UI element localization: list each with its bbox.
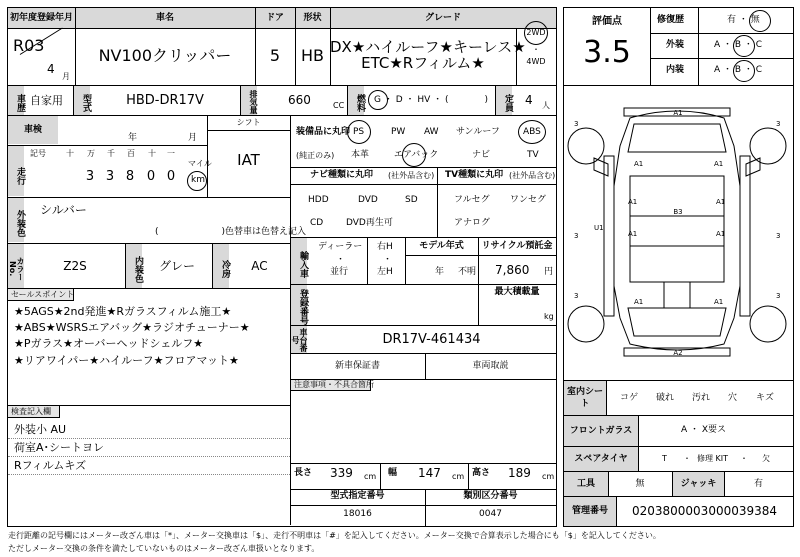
mark-rear-bumper: A2	[673, 349, 683, 357]
navi-cd: CD	[310, 218, 324, 228]
tv-label: TV種類に丸印	[445, 170, 504, 180]
car-damage-diagram	[564, 86, 793, 380]
import-dealer: ディーラー	[318, 242, 363, 252]
car-rear	[628, 308, 726, 336]
shape-header: 形状	[295, 8, 330, 28]
inspection-year: 年	[128, 133, 138, 143]
displacement: 660	[288, 93, 311, 107]
seat-label: 室内シート	[564, 381, 606, 415]
mileage-label: 走行	[8, 146, 24, 196]
mileage-digit-3: 8	[125, 169, 135, 184]
spare-label: スペアタイヤ	[564, 447, 638, 471]
inspector-line-2: 荷室A･シートヨレ	[14, 441, 105, 454]
import-parallel: 並行	[330, 267, 349, 277]
equip-pw: PW	[391, 127, 406, 137]
type-number-value: 18016	[343, 509, 372, 519]
navi-label: ナビ種類に丸印	[310, 170, 374, 180]
jack-value: 有	[753, 479, 763, 489]
mark-right-door-front: A1	[716, 198, 726, 206]
score-label: 評価点	[592, 16, 622, 27]
mileage-digit-1: 3	[85, 169, 95, 184]
mark-left-door-rear: A1	[628, 230, 638, 238]
sales-points-label: セールスポイント	[11, 290, 75, 299]
windshield-value: A ・ X要ス	[681, 425, 727, 435]
navi-sd: SD	[405, 195, 418, 205]
wheel-rear-left	[568, 306, 604, 342]
length-label: 長さ	[294, 468, 313, 478]
mileage-km: km	[191, 175, 205, 185]
tv-sub: (社外品含む)	[509, 171, 556, 180]
inspection-month: 月	[188, 133, 198, 143]
equip-ps: PS	[353, 127, 365, 137]
mark-roof: B3	[673, 208, 683, 216]
navi-dvd-play: DVD再生可	[346, 218, 393, 228]
wheel-rear-right	[750, 306, 786, 342]
class-number-value: 0047	[479, 509, 502, 519]
color-note: ( )色替車は色替え記入	[155, 227, 307, 237]
drive-dot: ・	[532, 45, 540, 54]
seat-scratch: キズ	[756, 393, 774, 403]
right-side-panel	[740, 156, 750, 316]
mark-side-right: 3	[776, 232, 781, 240]
model-label: 型式	[74, 86, 90, 115]
fuel-options: G ・ D ・ HV ・ ( )	[374, 95, 489, 105]
spare-dot-1: ・	[683, 454, 691, 463]
mileage-mile: マイル	[188, 159, 212, 168]
max-load-unit: kg	[544, 312, 554, 321]
mileage-digit-4: 0	[146, 169, 156, 184]
sales-point-2: ★ABS★WSRSエアバッグ★ラジオチューナー★	[14, 321, 250, 334]
width-value: 147	[418, 466, 441, 480]
reg-no-label: 登録番号	[291, 285, 307, 325]
spare-kit: 修理 KIT	[697, 454, 729, 463]
mileage-unit-1: 十	[66, 149, 74, 158]
interior-options: A ・ B ・ C	[714, 65, 763, 75]
exterior-options: A ・ B ・ C	[714, 40, 763, 50]
tv-fullseg: フルセグ	[454, 195, 490, 205]
capacity: 4	[525, 93, 533, 107]
mileage-unit-6: 一	[167, 149, 175, 158]
seat-burn: コゲ	[620, 393, 639, 403]
reg-month: 4	[47, 62, 55, 76]
type-number-label: 型式指定番号	[330, 491, 385, 501]
capacity-label: 定員	[496, 86, 512, 115]
first-reg-header: 初年度登録年月	[8, 8, 75, 28]
interior-label: 内装	[666, 65, 685, 75]
mileage-unit-4: 百	[127, 149, 135, 158]
model-year-label: モデル年式	[419, 241, 464, 251]
class-number-label: 類別区分番号	[463, 491, 518, 501]
mark-right-door-rear: A1	[716, 230, 726, 238]
tv-oneseg: ワンセグ	[510, 195, 547, 205]
equip-airbag: エアバック	[394, 150, 439, 160]
shift-value: IAT	[237, 151, 260, 169]
navi-sub: (社外品含む)	[388, 171, 435, 180]
grade-line1: DX★ハイルーフ★キーレス★	[330, 38, 526, 56]
doors: 5	[269, 46, 281, 65]
drive-2wd: 2WD	[526, 28, 546, 37]
score-value: 3.5	[583, 35, 631, 70]
inspector-label: 検査記入欄	[11, 407, 51, 416]
navi-hdd: HDD	[308, 195, 329, 205]
mgmt-value: 0203800003000039384	[631, 504, 778, 518]
car-kind: 自家用	[30, 94, 63, 107]
mark-hood-left: A1	[634, 160, 644, 168]
equip-tv: TV	[527, 150, 539, 160]
color-no-value: Z2S	[63, 259, 87, 273]
repair-options: 有 ・ 無	[727, 15, 760, 25]
tools-value: 無	[635, 479, 645, 489]
left-side-panel	[604, 156, 614, 316]
exterior-label: 外装	[666, 40, 685, 50]
seat-stain: 汚れ	[692, 393, 711, 403]
capacity-unit: 人	[542, 101, 550, 110]
mark-hood-right: A1	[714, 160, 724, 168]
ac-value: AC	[251, 259, 268, 273]
height-label: 高さ	[472, 468, 491, 478]
mileage-unit-2: 万	[87, 149, 95, 158]
interior-color: グレー	[158, 259, 195, 273]
model-value: HBD-DR17V	[126, 93, 204, 108]
spare-dot-2: ・	[740, 454, 748, 463]
chassis-value: DR17V-461434	[382, 332, 481, 347]
cc-unit: CC	[333, 101, 345, 110]
displacement-label: 排気量	[241, 86, 257, 115]
mileage-unit-5: 十	[148, 149, 156, 158]
equip-aw: AW	[424, 127, 439, 137]
chassis-label: 車台番号	[291, 327, 308, 352]
import-dot: ・	[336, 255, 346, 265]
ac-label: 冷房	[213, 244, 229, 288]
drive-4wd: 4WD	[526, 57, 546, 66]
equipment-label: 装備品に丸印	[296, 127, 351, 137]
recycle-label: リサイクル預託金	[481, 241, 553, 251]
tools-label: 工具	[564, 472, 608, 496]
door-header: ドア	[255, 8, 295, 28]
equip-leather: 本革	[351, 150, 370, 160]
import-lh: 左H	[377, 267, 393, 277]
mileage-digit-5: 0	[166, 169, 176, 184]
mileage-unit-0: 記号	[30, 149, 46, 158]
wheel-front-right	[750, 128, 786, 164]
import-label: 輸入車	[291, 238, 307, 284]
length-unit: cm	[364, 472, 377, 481]
sales-point-1: ★5AGS★2nd発進★Rガラスフィルム施工★	[14, 305, 232, 318]
car-kind-label: 車歴	[8, 86, 24, 115]
inspector-line-3: Rフィルムキズ	[14, 459, 87, 472]
height-unit: cm	[542, 472, 555, 481]
recycle-unit: 円	[544, 267, 554, 277]
reg-year: R03	[13, 36, 45, 55]
tv-analog: アナログ	[454, 218, 491, 228]
height-value: 189	[508, 466, 531, 480]
mark-side-left: 3	[574, 232, 579, 240]
import-rh: 右H	[377, 242, 393, 252]
wheel-front-left	[568, 128, 604, 164]
import-dot-2: ・	[383, 255, 393, 265]
mark-left-door-front: A1	[628, 198, 638, 206]
max-load-label: 最大積載量	[494, 287, 540, 297]
mgmt-label: 管理番号	[564, 497, 616, 526]
equip-sunroof: サンルーフ	[456, 127, 500, 137]
shape: HB	[300, 46, 324, 65]
color-no-label: カラーNo.	[8, 244, 24, 288]
mark-wheel-rl: 3	[574, 292, 579, 300]
repair-label: 修復歴	[657, 15, 685, 25]
width-unit: cm	[452, 472, 465, 481]
mark-left-side: U1	[594, 224, 604, 232]
reg-month-unit: 月	[62, 72, 70, 81]
car-roof	[630, 176, 724, 282]
mark-front-bumper: A1	[673, 109, 683, 117]
equip-navi: ナビ	[472, 150, 491, 160]
grade-header: グレード	[330, 8, 556, 28]
mileage-unit-3: 千	[107, 149, 115, 158]
mileage-digit-2: 3	[105, 169, 115, 184]
interior-color-label: 内装色	[126, 244, 142, 288]
equipment-sub: (純正のみ)	[296, 151, 335, 160]
recycle-value: 7,860	[495, 263, 530, 277]
car-name: NV100クリッパー	[98, 46, 232, 65]
footer-line-1: 走行距離の記号欄にはメーター改ざん車は「*」、メーター交換車は「$」、走行不明車は「#」を記入してください。メーター交換で合算表示した場合にも「$」を記入してください。	[8, 531, 661, 540]
windshield-label: フロントガラス	[564, 416, 638, 446]
mark-rear-right: A1	[714, 298, 724, 306]
model-year-year: 年	[435, 267, 445, 277]
new-car-warranty: 新車保証書	[334, 361, 380, 371]
spare-missing: 欠	[762, 454, 770, 463]
equip-abs: ABS	[523, 127, 541, 137]
inspector-line-1: 外装小 AU	[14, 423, 67, 436]
car-hood	[628, 124, 726, 152]
jack-label: ジャッキ	[672, 472, 724, 496]
model-year-unknown: 不明	[458, 267, 477, 277]
mark-wheel-rr: 3	[776, 292, 781, 300]
car-name-header: 車名	[75, 8, 255, 28]
sales-point-3: ★Pガラス★オーバーヘッドシェルフ★	[14, 337, 204, 350]
fuel-label: 燃料	[348, 86, 364, 115]
vehicle-manual: 車両取説	[472, 361, 509, 371]
footer-line-2: ただしメーター交換の条件を満たしていないものはメーター改ざん車扱いとなります。	[8, 544, 320, 553]
mark-wheel-fr: 3	[776, 120, 781, 128]
width-label: 幅	[388, 468, 398, 478]
shift-label: シフト	[236, 118, 261, 127]
inspection-label: 車検	[8, 116, 58, 144]
notes-label: 注意事項・不具合箇所	[294, 380, 374, 389]
mark-wheel-fl: 3	[574, 120, 579, 128]
length-value: 339	[330, 466, 353, 480]
grade-line2: ETC★Rフィルム★	[361, 54, 485, 72]
spare-t: T	[662, 454, 667, 463]
color-label: 外装色	[8, 198, 24, 242]
mark-rear-left: A1	[634, 298, 644, 306]
seat-tear: 破れ	[656, 393, 675, 403]
color-value: シルバー	[40, 203, 87, 217]
sales-point-4: ★リアワイパー★ハイルーフ★フロアマット★	[14, 354, 239, 367]
navi-dvd: DVD	[358, 195, 378, 205]
seat-hole: 穴	[728, 393, 738, 403]
